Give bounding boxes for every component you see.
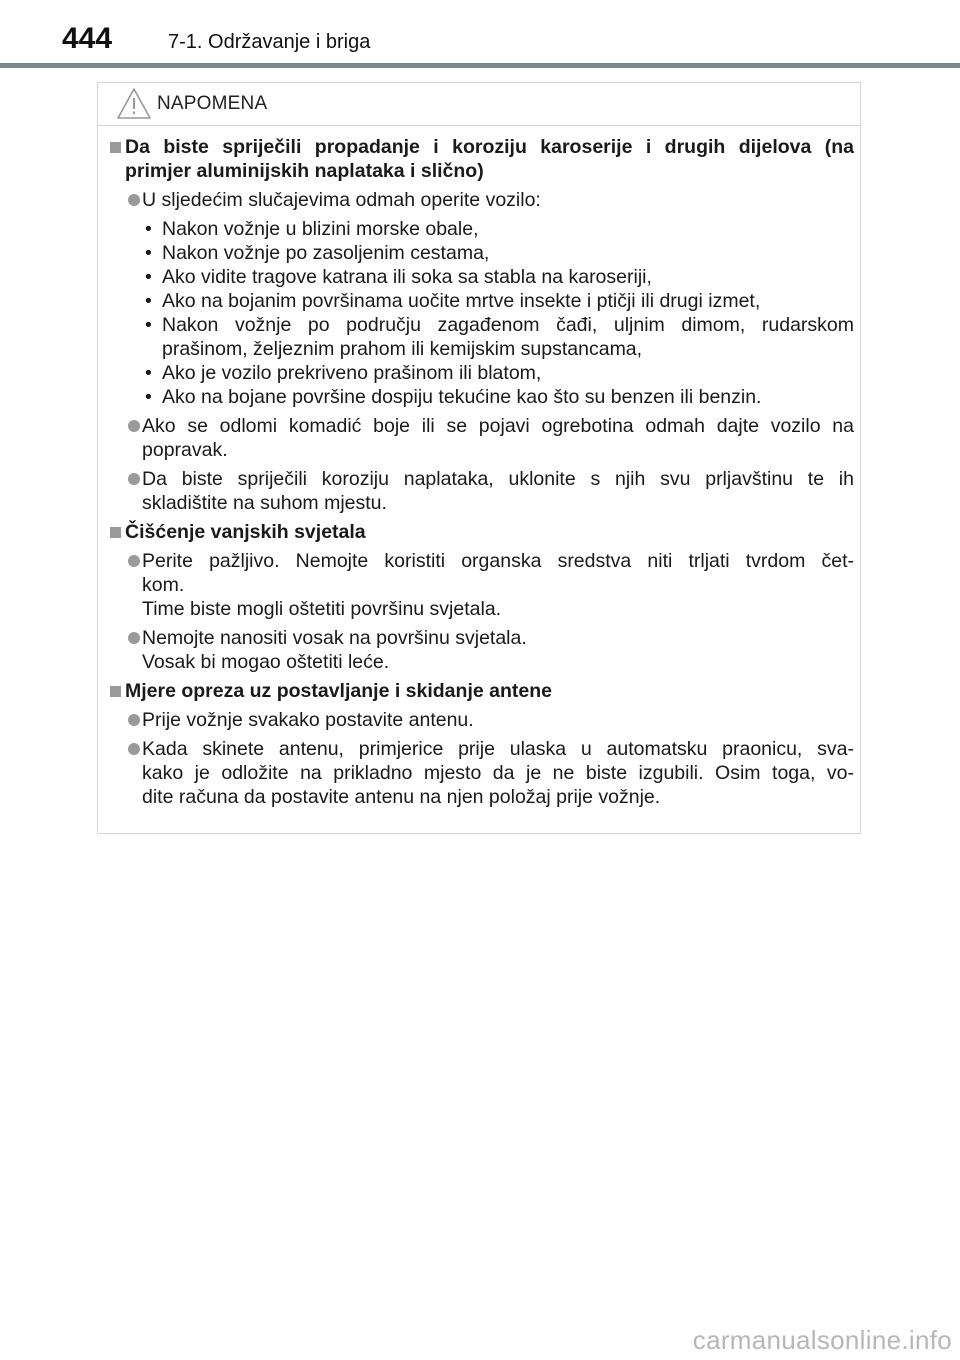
section-heading: primjer aluminijskih naplataka i slično) [125,160,484,182]
circle-bullet-icon [128,420,140,432]
notice-box [97,82,861,834]
section-heading: Čišćenje vanjskih svjetala [125,521,366,543]
subitem-text: Nakon vožnje po području zagađenom čađi, uljnim dimom, rudarskom [162,314,854,336]
circle-bullet-icon [128,714,140,726]
section-heading: Mjere opreza uz postavljanje i skidanje antene [125,680,552,702]
header-rule [0,63,960,68]
watermark: carmanualsonline.info [692,1325,952,1355]
square-bullet-icon [110,686,121,697]
item-text: skladištite na suhom mjestu. [142,492,387,514]
dot-bullet-icon: • [145,290,152,312]
item-text: kako je odložite na prikladno mjesto da je ne biste izgubili. Osim toga, vo- [142,762,854,784]
circle-bullet-icon [128,194,140,206]
item-text: Kada skinete antenu, primjerice prije ulaska u automatsku praonicu, sva- [142,738,854,760]
item-text: popravak. [142,439,228,461]
item-text: Ako se odlomi komadić boje ili se pojavi ogrebotina odmah dajte vozilo na [142,415,854,437]
circle-bullet-icon [128,473,140,485]
page-header [0,0,960,70]
circle-bullet-icon [128,555,140,567]
circle-bullet-icon [128,632,140,644]
dot-bullet-icon: • [145,242,152,264]
dot-bullet-icon: • [145,386,152,408]
item-text: Perite pažljivo. Nemojte koristiti organska sredstva niti trljati tvrdom čet- [142,550,854,572]
dot-bullet-icon: • [145,266,152,288]
page-number: 444 [62,22,113,55]
dot-bullet-icon: • [145,218,152,240]
item-text: Time biste mogli oštetiti površinu svjetala. [142,598,502,620]
subitem-text: Nakon vožnje u blizini morske obale, [162,218,479,240]
dot-bullet-icon: • [145,314,152,336]
notice-header [98,83,860,126]
item-text: Vosak bi mogao oštetiti leće. [142,651,390,673]
subitem-text: prašinom, željeznim prahom ili kemijskim supstancama, [162,338,643,360]
warning-triangle-icon [116,87,152,120]
subitem-text: Ako vidite tragove katrana ili soka sa stabla na karoseriji, [162,266,652,288]
square-bullet-icon [110,142,121,153]
item-text: Nemojte nanositi vosak na površinu svjetala. [142,627,527,649]
notice-title: NAPOMENA [157,93,268,114]
subitem-text: Ako na bojane površine dospiju tekućine kao što su benzen ili benzin. [162,386,762,408]
item-text: Da biste spriječili koroziju naplataka, uklonite s njih svu prljavštinu te ih [142,468,854,490]
circle-bullet-icon [128,743,140,755]
item-text: kom. [142,574,185,596]
item-text: U sljedećim slučajevima odmah operite vozilo: [142,189,541,211]
item-text: dite računa da postavite antenu na njen položaj prije vožnje. [142,786,661,808]
square-bullet-icon [110,527,121,538]
section-title: 7-1. Održavanje i briga [168,31,371,53]
section-heading: Da biste spriječili propadanje i koroziju karoserije i drugih dijelova (na [125,136,854,158]
dot-bullet-icon: • [145,362,152,384]
subitem-text: Ako je vozilo prekriveno prašinom ili blatom, [162,362,542,384]
item-text: Prije vožnje svakako postavite antenu. [142,709,474,731]
subitem-text: Nakon vožnje po zasoljenim cestama, [162,242,490,264]
subitem-text: Ako na bojanim površinama uočite mrtve insekte i ptičji ili drugi izmet, [162,290,761,312]
